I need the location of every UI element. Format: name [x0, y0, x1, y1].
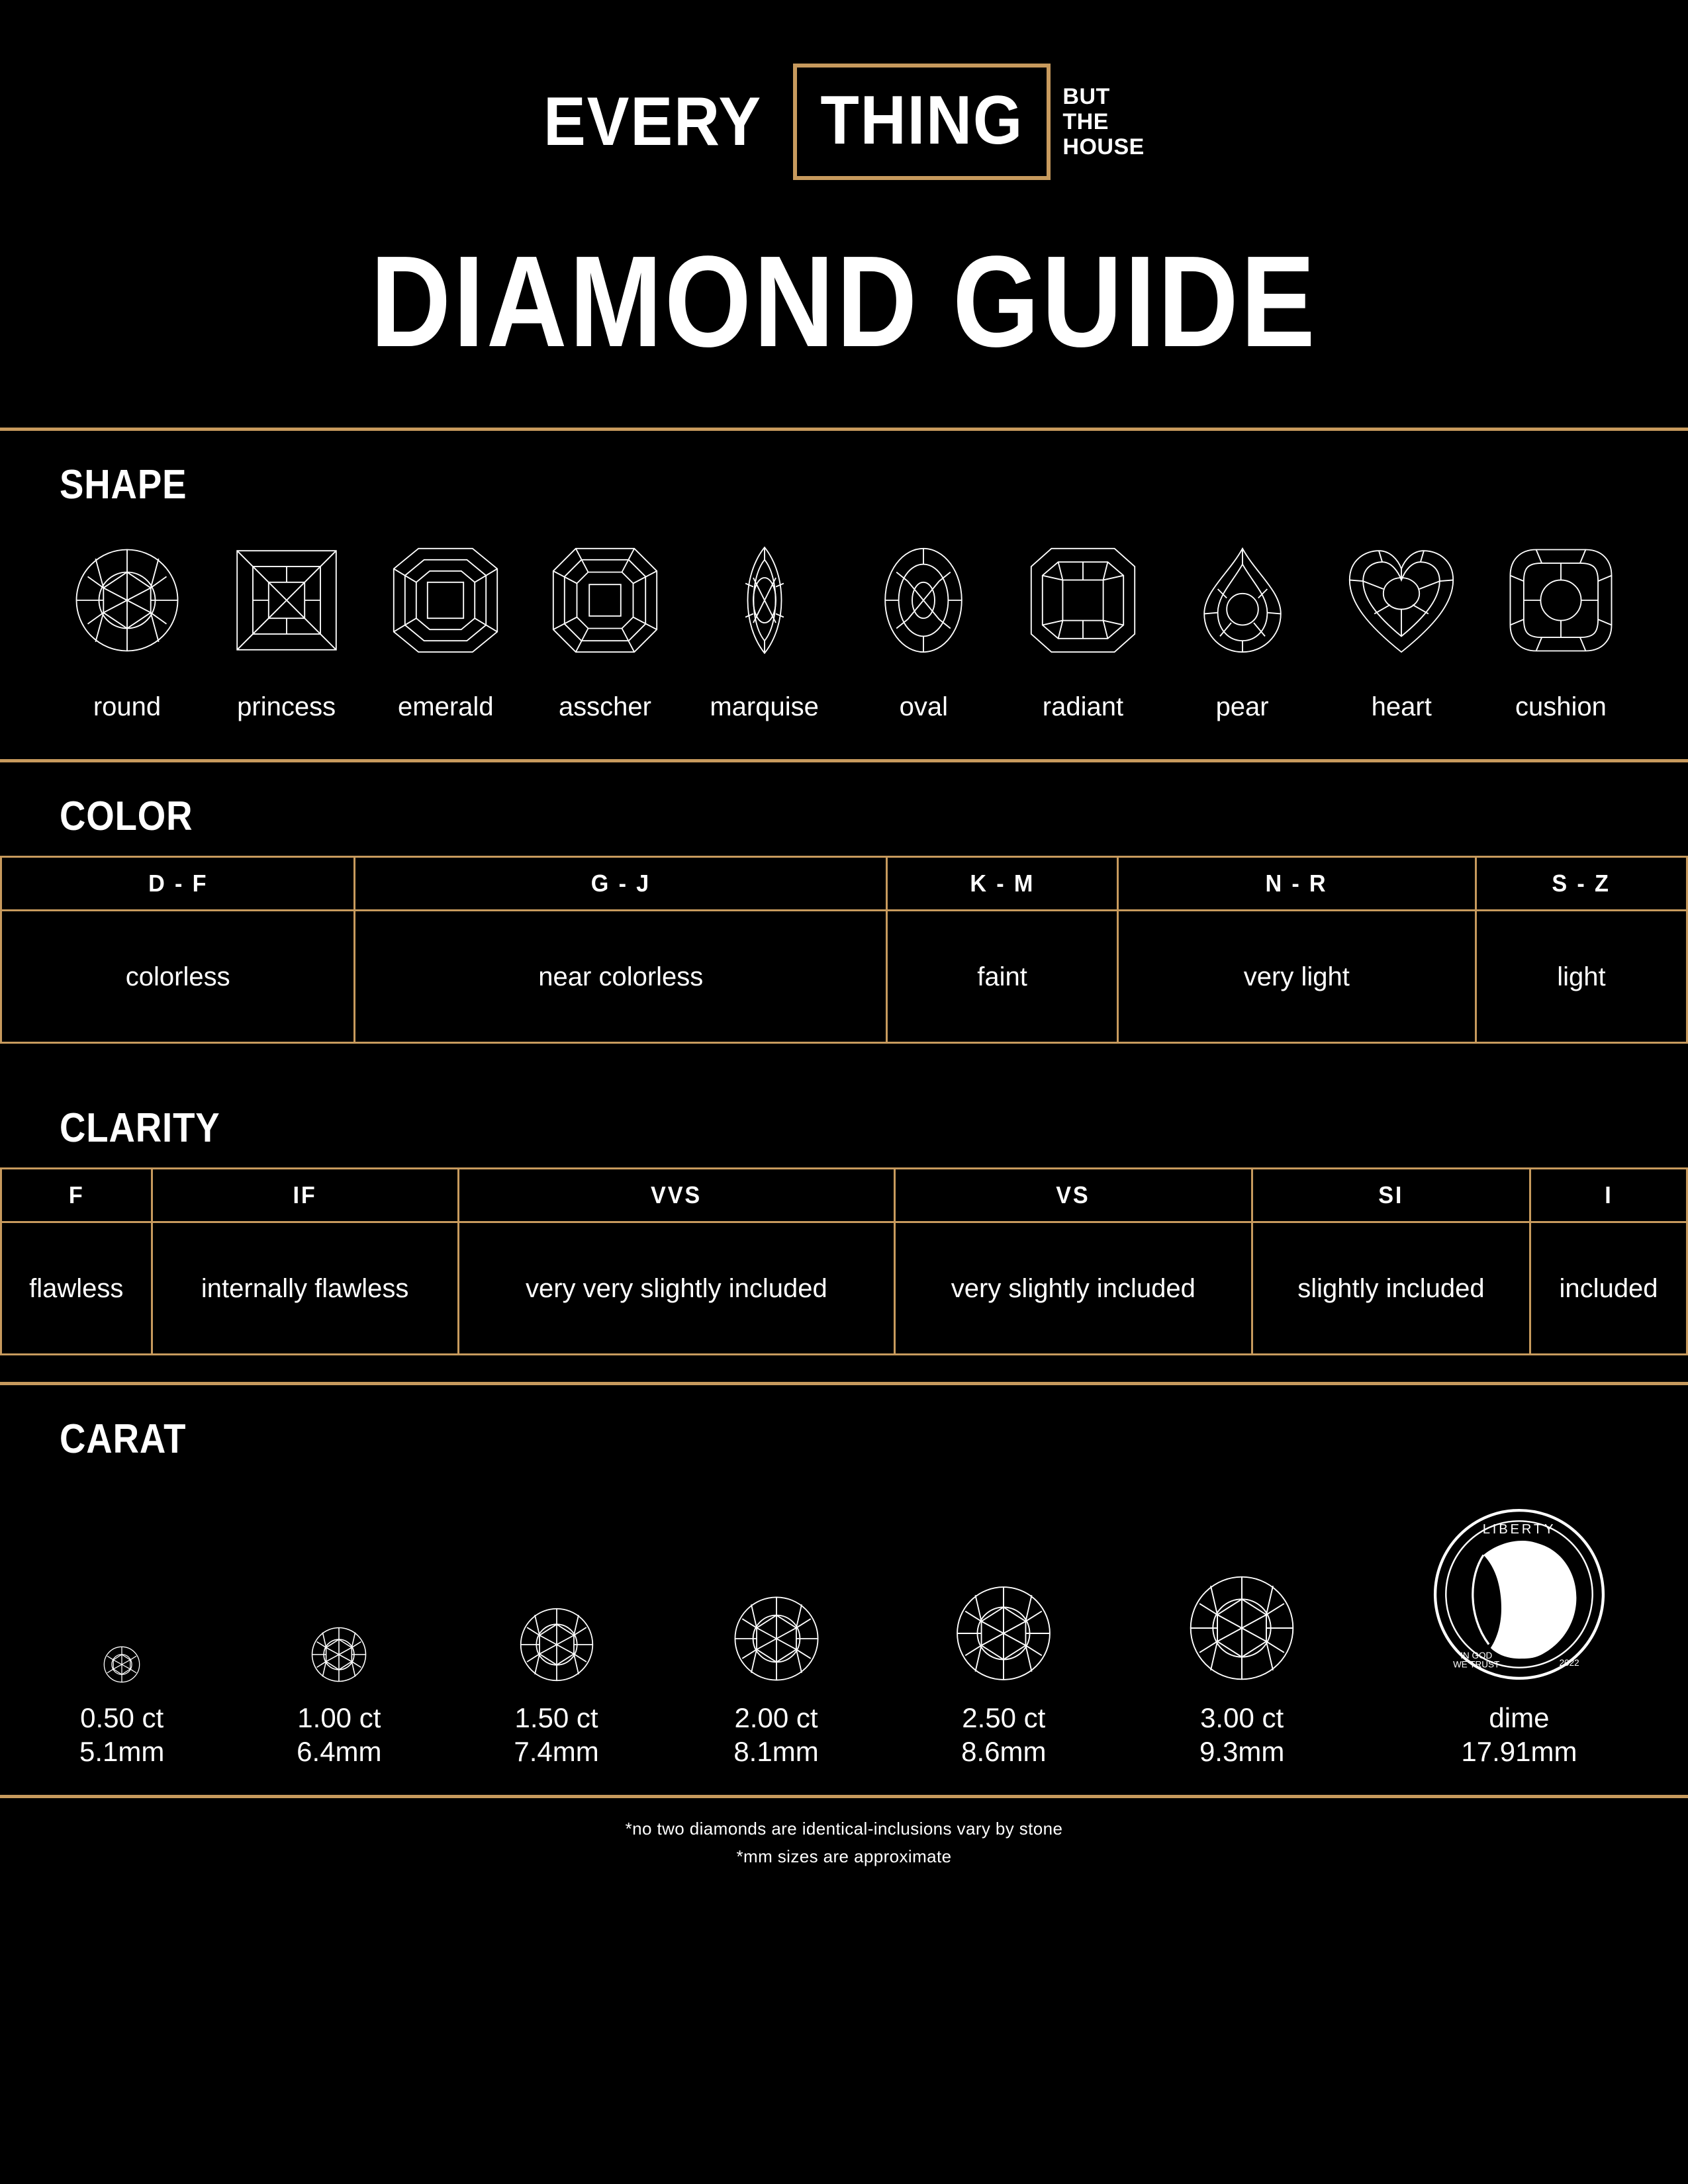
shape-item-cushion: [1493, 524, 1628, 722]
color-value-cell: light: [1476, 911, 1687, 1043]
shape-item-asscher: [538, 524, 673, 722]
clarity-header-cell: SI: [1259, 1169, 1523, 1222]
shape-label: heart: [1371, 692, 1432, 721]
clarity-value-cell: included: [1530, 1222, 1687, 1355]
logo-every-wrap: [543, 64, 793, 180]
heart-diamond-icon: [1345, 524, 1458, 676]
shape-item-heart: [1334, 524, 1469, 722]
color-value-cell: faint: [887, 911, 1118, 1043]
round-diamond-icon: [953, 1505, 1054, 1684]
shape-section-title: SHAPE: [60, 462, 187, 508]
logo-suffix-line-3: HOUSE: [1062, 134, 1145, 160]
clarity-section: [0, 1074, 1688, 1167]
shape-label: marquise: [710, 692, 819, 721]
color-header-cell: K - M: [892, 857, 1111, 911]
carat-label: [961, 1701, 1046, 1768]
carat-label: [514, 1701, 598, 1768]
dime-coin-icon: [1430, 1492, 1609, 1684]
clarity-header-cell: F: [5, 1169, 148, 1222]
shape-item-round: [60, 524, 195, 722]
pear-diamond-icon: [1186, 524, 1299, 676]
carat-mm: 8.1mm: [733, 1736, 819, 1768]
color-value-cell: near colorless: [355, 911, 887, 1043]
svg-text:2022: 2022: [1559, 1658, 1579, 1668]
shape-label: asscher: [558, 692, 651, 721]
round-diamond-icon: [1186, 1505, 1297, 1684]
color-header-cell: D - F: [10, 857, 346, 911]
shape-item-princess: [219, 524, 354, 722]
color-table: [0, 856, 1688, 1044]
cushion-diamond-icon: [1505, 524, 1617, 676]
clarity-value-cell: flawless: [1, 1222, 152, 1355]
round-diamond-icon: [731, 1505, 821, 1684]
carat-item-150: [514, 1505, 598, 1768]
carat-mm: 7.4mm: [514, 1736, 599, 1768]
oval-diamond-icon: [867, 524, 980, 676]
carat-weight: 2.00 ct: [734, 1702, 818, 1733]
footnote-line-1: *no two diamonds are identical-inclusions vary by stone: [625, 1819, 1063, 1839]
brand-logo: [543, 64, 1145, 180]
emerald-diamond-icon: [389, 524, 502, 676]
shape-label: cushion: [1515, 692, 1607, 721]
shape-label: princess: [237, 692, 336, 721]
carat-label: [1461, 1701, 1577, 1768]
carat-weight: 1.00 ct: [297, 1702, 381, 1733]
carat-item-050: [79, 1505, 164, 1768]
carat-weight: 2.50 ct: [962, 1702, 1046, 1733]
carat-label: [1199, 1701, 1284, 1768]
carat-item-300: [1186, 1505, 1297, 1768]
shape-item-pear: [1175, 524, 1310, 722]
shape-item-marquise: [697, 524, 832, 722]
color-header-cell: N - R: [1127, 857, 1467, 911]
footnote-line-2: *mm sizes are approximate: [736, 1846, 952, 1867]
round-diamond-icon: [310, 1505, 368, 1684]
shape-label: round: [93, 692, 162, 721]
round-diamond-icon: [103, 1505, 141, 1684]
logo-suffix-line-2: THE: [1062, 109, 1109, 134]
table-header-row: [1, 1169, 1687, 1222]
header: [0, 0, 1688, 428]
carat-section-title: CARAT: [60, 1416, 187, 1462]
shape-section: [0, 431, 1688, 759]
carat-label: [733, 1701, 818, 1768]
shape-label: pear: [1215, 692, 1269, 721]
clarity-value-cell: very slightly included: [894, 1222, 1252, 1355]
marquise-diamond-icon: [708, 524, 821, 676]
carat-item-200: [731, 1505, 821, 1768]
color-header-cell: G - J: [368, 857, 874, 911]
logo-suffix: [1051, 64, 1144, 180]
color-value-cell: colorless: [1, 911, 355, 1043]
clarity-value-cell: slightly included: [1252, 1222, 1530, 1355]
clarity-table: [0, 1167, 1688, 1355]
logo-suffix-line-1: BUT: [1062, 83, 1110, 109]
shape-label: emerald: [398, 692, 494, 721]
color-section: [0, 762, 1688, 856]
color-value-cell: very light: [1117, 911, 1476, 1043]
shape-item-emerald: [378, 524, 513, 722]
carat-mm: 17.91mm: [1461, 1736, 1577, 1768]
clarity-header-cell: VS: [904, 1169, 1243, 1222]
carat-weight: dime: [1489, 1702, 1550, 1733]
table-row: [1, 911, 1687, 1043]
logo-every-text: EVERY: [543, 83, 763, 160]
svg-text:WE TRUST: WE TRUST: [1453, 1659, 1500, 1670]
carat-mm: 9.3mm: [1199, 1736, 1285, 1768]
shape-row: [60, 524, 1628, 759]
shape-label: radiant: [1042, 692, 1124, 721]
clarity-header-cell: IF: [160, 1169, 451, 1222]
clarity-header-cell: I: [1534, 1169, 1683, 1222]
carat-item-100: [297, 1505, 381, 1768]
page-title: DIAMOND GUIDE: [370, 229, 1318, 374]
svg-text:IN GOD: IN GOD: [1460, 1651, 1493, 1661]
table-row: [1, 1222, 1687, 1355]
carat-weight: 0.50 ct: [80, 1702, 164, 1733]
clarity-section-title: CLARITY: [60, 1105, 220, 1151]
carat-item-dime: [1430, 1492, 1609, 1768]
carat-weight: 1.50 ct: [514, 1702, 598, 1733]
clarity-value-cell: internally flawless: [152, 1222, 458, 1355]
color-table-wrap: [0, 856, 1688, 1074]
carat-mm: 5.1mm: [79, 1736, 165, 1768]
carat-mm: 8.6mm: [961, 1736, 1047, 1768]
carat-section: [0, 1385, 1688, 1795]
logo-thing-box: [793, 64, 1051, 180]
clarity-value-cell: very very slightly included: [458, 1222, 894, 1355]
color-section-title: COLOR: [60, 794, 193, 839]
carat-label: [297, 1701, 381, 1768]
clarity-header-cell: VVS: [469, 1169, 884, 1222]
shape-item-radiant: [1015, 524, 1150, 722]
carat-weight: 3.00 ct: [1200, 1702, 1284, 1733]
asscher-diamond-icon: [549, 524, 661, 676]
svg-text:LIBERTY: LIBERTY: [1482, 1522, 1556, 1537]
table-header-row: [1, 857, 1687, 911]
carat-label: [79, 1701, 164, 1768]
shape-label: oval: [899, 692, 948, 721]
carat-mm: 6.4mm: [297, 1736, 382, 1768]
round-diamond-icon: [518, 1505, 596, 1684]
footnotes: [0, 1798, 1688, 1897]
round-diamond-icon: [71, 524, 183, 676]
shape-item-oval: [856, 524, 991, 722]
radiant-diamond-icon: [1027, 524, 1139, 676]
carat-item-250: [953, 1505, 1054, 1768]
clarity-table-wrap: [0, 1167, 1688, 1382]
logo-thing-text: THING: [820, 82, 1024, 159]
princess-diamond-icon: [230, 524, 343, 676]
carat-row: [60, 1479, 1628, 1795]
color-header-cell: S - Z: [1481, 857, 1681, 911]
